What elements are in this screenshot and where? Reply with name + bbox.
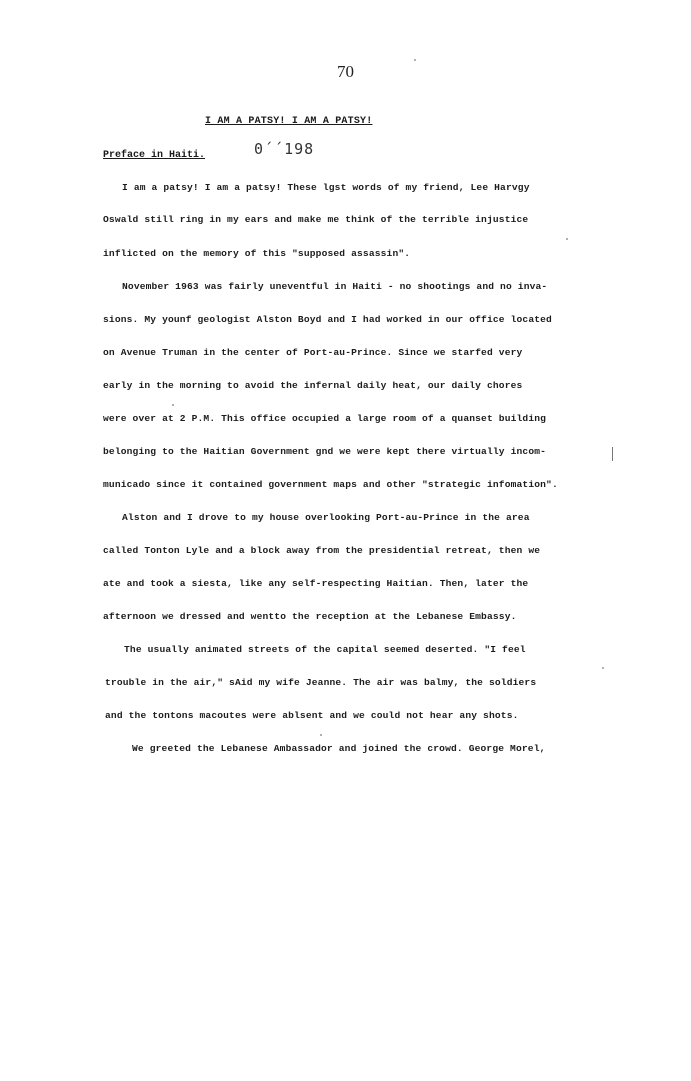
text-line: I am a patsy! I am a patsy! These lgst words of my friend, Lee Harvgy: [122, 182, 530, 193]
text-line: early in the morning to avoid the infernal daily heat, our daily chores: [103, 380, 523, 391]
scan-edge-mark: [612, 447, 613, 461]
text-line: ate and took a siesta, like any self-respecting Haitian. Then, later the: [103, 578, 529, 589]
text-line: November 1963 was fairly uneventful in Haiti - no shootings and no inva-: [122, 281, 548, 292]
text-line: belonging to the Haitian Government gnd we were kept there virtually incom-: [103, 446, 547, 457]
chapter-title: I AM A PATSY! I AM A PATSY!: [205, 116, 373, 127]
scan-speck: [414, 59, 416, 61]
text-line: trouble in the air," sAid my wife Jeanne. The air was balmy, the soldiers: [105, 677, 537, 688]
scan-speck: [602, 667, 604, 669]
document-stamp-number: 0´´198: [254, 140, 315, 158]
text-line: Alston and I drove to my house overlooking Port-au-Prince in the area: [122, 512, 530, 523]
page-number: 70: [337, 62, 354, 81]
section-heading: Preface in Haiti.: [103, 150, 206, 161]
text-line: sions. My younf geologist Alston Boyd and I had worked in our office located: [103, 314, 552, 325]
scan-speck: [320, 734, 322, 736]
text-line: municado since it contained government maps and other "strategic infomation".: [103, 479, 558, 490]
text-line: Oswald still ring in my ears and make me think of the terrible injustice: [103, 214, 529, 225]
text-line: were over at 2 P.M. This office occupied a large room of a quanset building: [103, 413, 547, 424]
scan-speck: [172, 404, 174, 406]
text-line: The usually animated streets of the capital seemed deserted. "I feel: [124, 644, 526, 655]
text-line: on Avenue Truman in the center of Port-au-Prince. Since we starfed very: [103, 347, 523, 358]
text-line: called Tonton Lyle and a block away from the presidential retreat, then we: [103, 545, 541, 556]
text-line: afternoon we dressed and wentto the reception at the Lebanese Embassy.: [103, 611, 517, 622]
scan-speck: [566, 238, 568, 240]
text-line: We greeted the Lebanese Ambassador and joined the crowd. George Morel,: [132, 743, 546, 754]
text-line: and the tontons macoutes were ablsent and we could not hear any shots.: [105, 710, 519, 721]
text-line: inflicted on the memory of this "supposed assassin".: [103, 248, 411, 259]
